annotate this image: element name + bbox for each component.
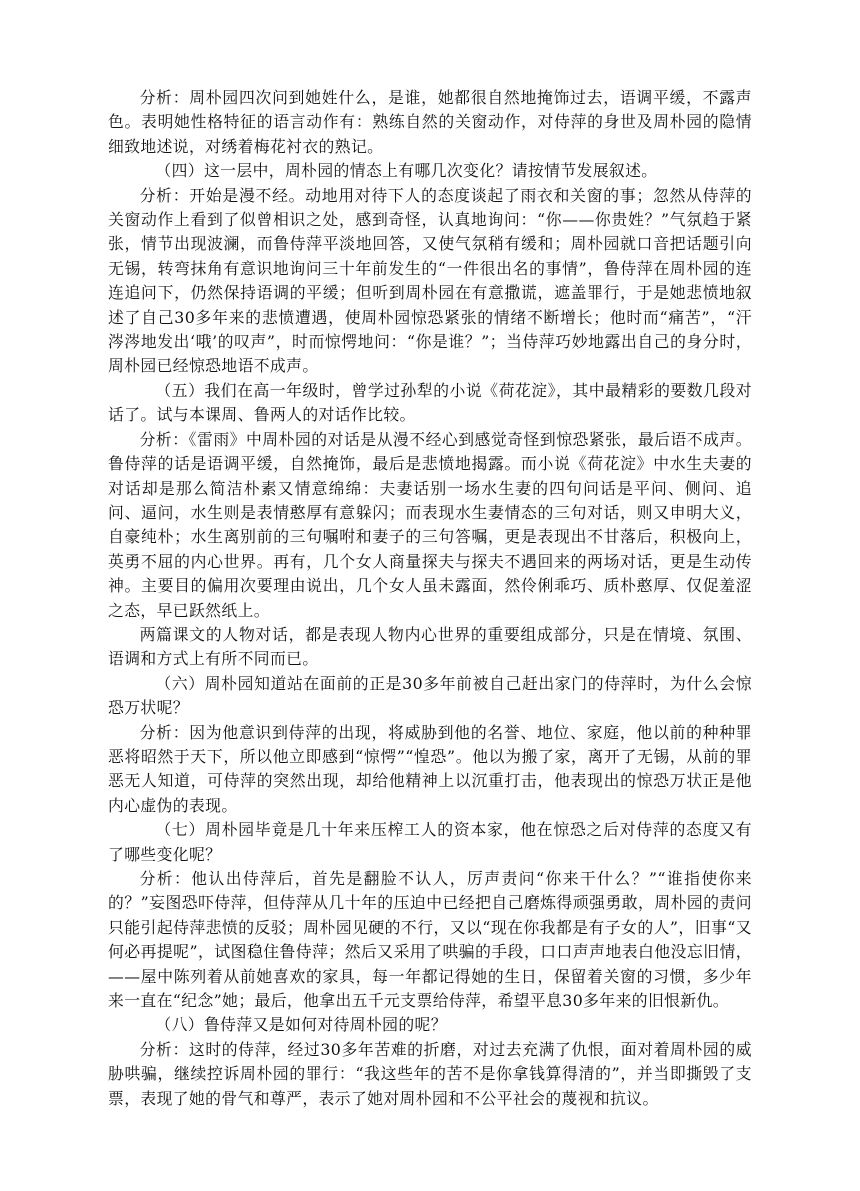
- analysis-paragraph-1: 分析：周朴园四次问到她姓什么，是谁，她都很自然地掩饰过去，语调平缓，不露声色。表明她性格特征的语言动作有：熟练自然的关窗动作，对侍萍的身世及周朴园的隐情细致地述说，对绣着梅花衬衣的熟记。: [108, 88, 752, 156]
- question-5: （五）我们在高一年级时，曾学过孙犁的小说《荷花淀》，其中最精彩的要数几段对话了。试与本课周、鲁两人的对话作比较。: [108, 380, 752, 425]
- analysis-paragraph-3: 分析：《雷雨》中周朴园的对话是从漫不经心到感觉奇怪到惊恐紧张，最后语不成声。鲁侍萍的话是语调平缓，自然掩饰，最后是悲愤地揭露。而小说《荷花淀》中水生夫妻的对话却是那么简洁朴素又情意绵绵：夫妻话别一场水生妻的四句问话是平问、侧问、追问、逼问，水生则是表情憨厚有意躲闪；而表现水生妻情态的三句对话，则又申明大义，自豪纯朴；水生离别前的三句嘱咐和妻子的三句答嘱，更是表现出不甘落后，积极向上，英勇不屈的内心世界。再有，几个女人商量探夫与探夫不遇回来的两场对话，更是生动传神。主要目的偏用次要理由说出，几个女人虽未露面，然伶俐乖巧、质朴憨厚、仅促羞涩之态，早已跃然纸上。: [108, 429, 752, 620]
- analysis-paragraph-6: 分析：这时的侍萍，经过30多年苦难的折磨，对过去充满了仇恨，面对着周朴园的威胁哄骗，继续控诉周朴园的罪行：“我这些年的苦不是你拿钱算得清的”，并当即撕毁了支票，表现了她的骨气和尊严，表示了她对周朴园和不公平社会的蔑视和抗议。: [108, 1039, 752, 1108]
- document-page: [108, 86, 752, 1111]
- analysis-paragraph-2: 分析：开始是漫不经。动地用对待下人的态度谈起了雨衣和关窗的事；忽然从侍萍的关窗动作上看到了似曾相识之处，感到奇怪，认真地询问：“你——你贵姓？”气氛趋于紧张，情节出现波澜，而鲁侍萍平淡地回答，又使气氛稍有缓和；周朴园就口音把话题引向无锡，转弯抹角有意识地询问三十年前发生的“一件很出名的事情”，鲁侍萍在周朴园的连连追问下，仍然保持语调的平缓；但听到周朴园在有意撒谎，遮盖罪行，于是她悲愤地叙述了自己30多年来的悲愤遭遇，使周朴园惊恐紧张的情绪不断增长；他时而“痛苦”，“汗涔涔地发出‘哦’的叹声”，时而惊愕地问：“你是谁？”；当侍萍巧妙地露出自己的身分时，周朴园已经惊恐地语不成声。: [108, 185, 752, 376]
- analysis-paragraph-4: 分析：因为他意识到侍萍的出现，将威胁到他的名誉、地位、家庭，他以前的种种罪恶将昭然于天下，所以他立即感到“惊愕”“惶恐”。他以为搬了家，离开了无锡，从前的罪恶无人知道，可侍萍的突然出现，却给他精神上以沉重打击，他表现出的惊恐万状正是他内心虚伪的表现。: [108, 722, 752, 815]
- question-4: （四）这一层中，周朴园的情态上有哪几次变化？请按情节发展叙述。: [155, 161, 658, 181]
- question-6: （六）周朴园知道站在面前的正是30多年前被自己赶出家门的侍萍时，为什么会惊恐万状呢？: [108, 673, 752, 718]
- comparison-summary-paragraph: 两篇课文的人物对话，都是表现人物内心世界的重要组成部分，只是在情境、氛围、语调和方式上有所不同而已。: [108, 624, 752, 669]
- analysis-paragraph-5: 分析：他认出侍萍后，首先是翻脸不认人，厉声责问“你来干什么？”“谁指使你来的？”妄图恐吓侍萍，但侍萍从几十年的压迫中已经把自己磨炼得顽强勇敢，周朴园的责问只能引起侍萍悲愤的反驳；周朴园见硬的不行，又以“现在你我都是有子女的人”，旧事“又何必再提呢”，试图稳住鲁侍萍；然后又采用了哄骗的手段，口口声声地表白他没忘旧情，——屋中陈列着从前她喜欢的家具，每一年都记得她的生日，保留着关窗的习惯，多少年来一直在“纪念”她；最后，他拿出五千元支票给侍萍，希望平息30多年来的旧恨新仇。: [108, 869, 752, 1011]
- question-8: （八）鲁侍萍又是如何对待周朴园的呢？: [155, 1015, 447, 1035]
- question-7: （七）周朴园毕竟是几十年来压榨工人的资本家，他在惊恐之后对侍萍的态度又有了哪些变化呢？: [108, 820, 752, 864]
